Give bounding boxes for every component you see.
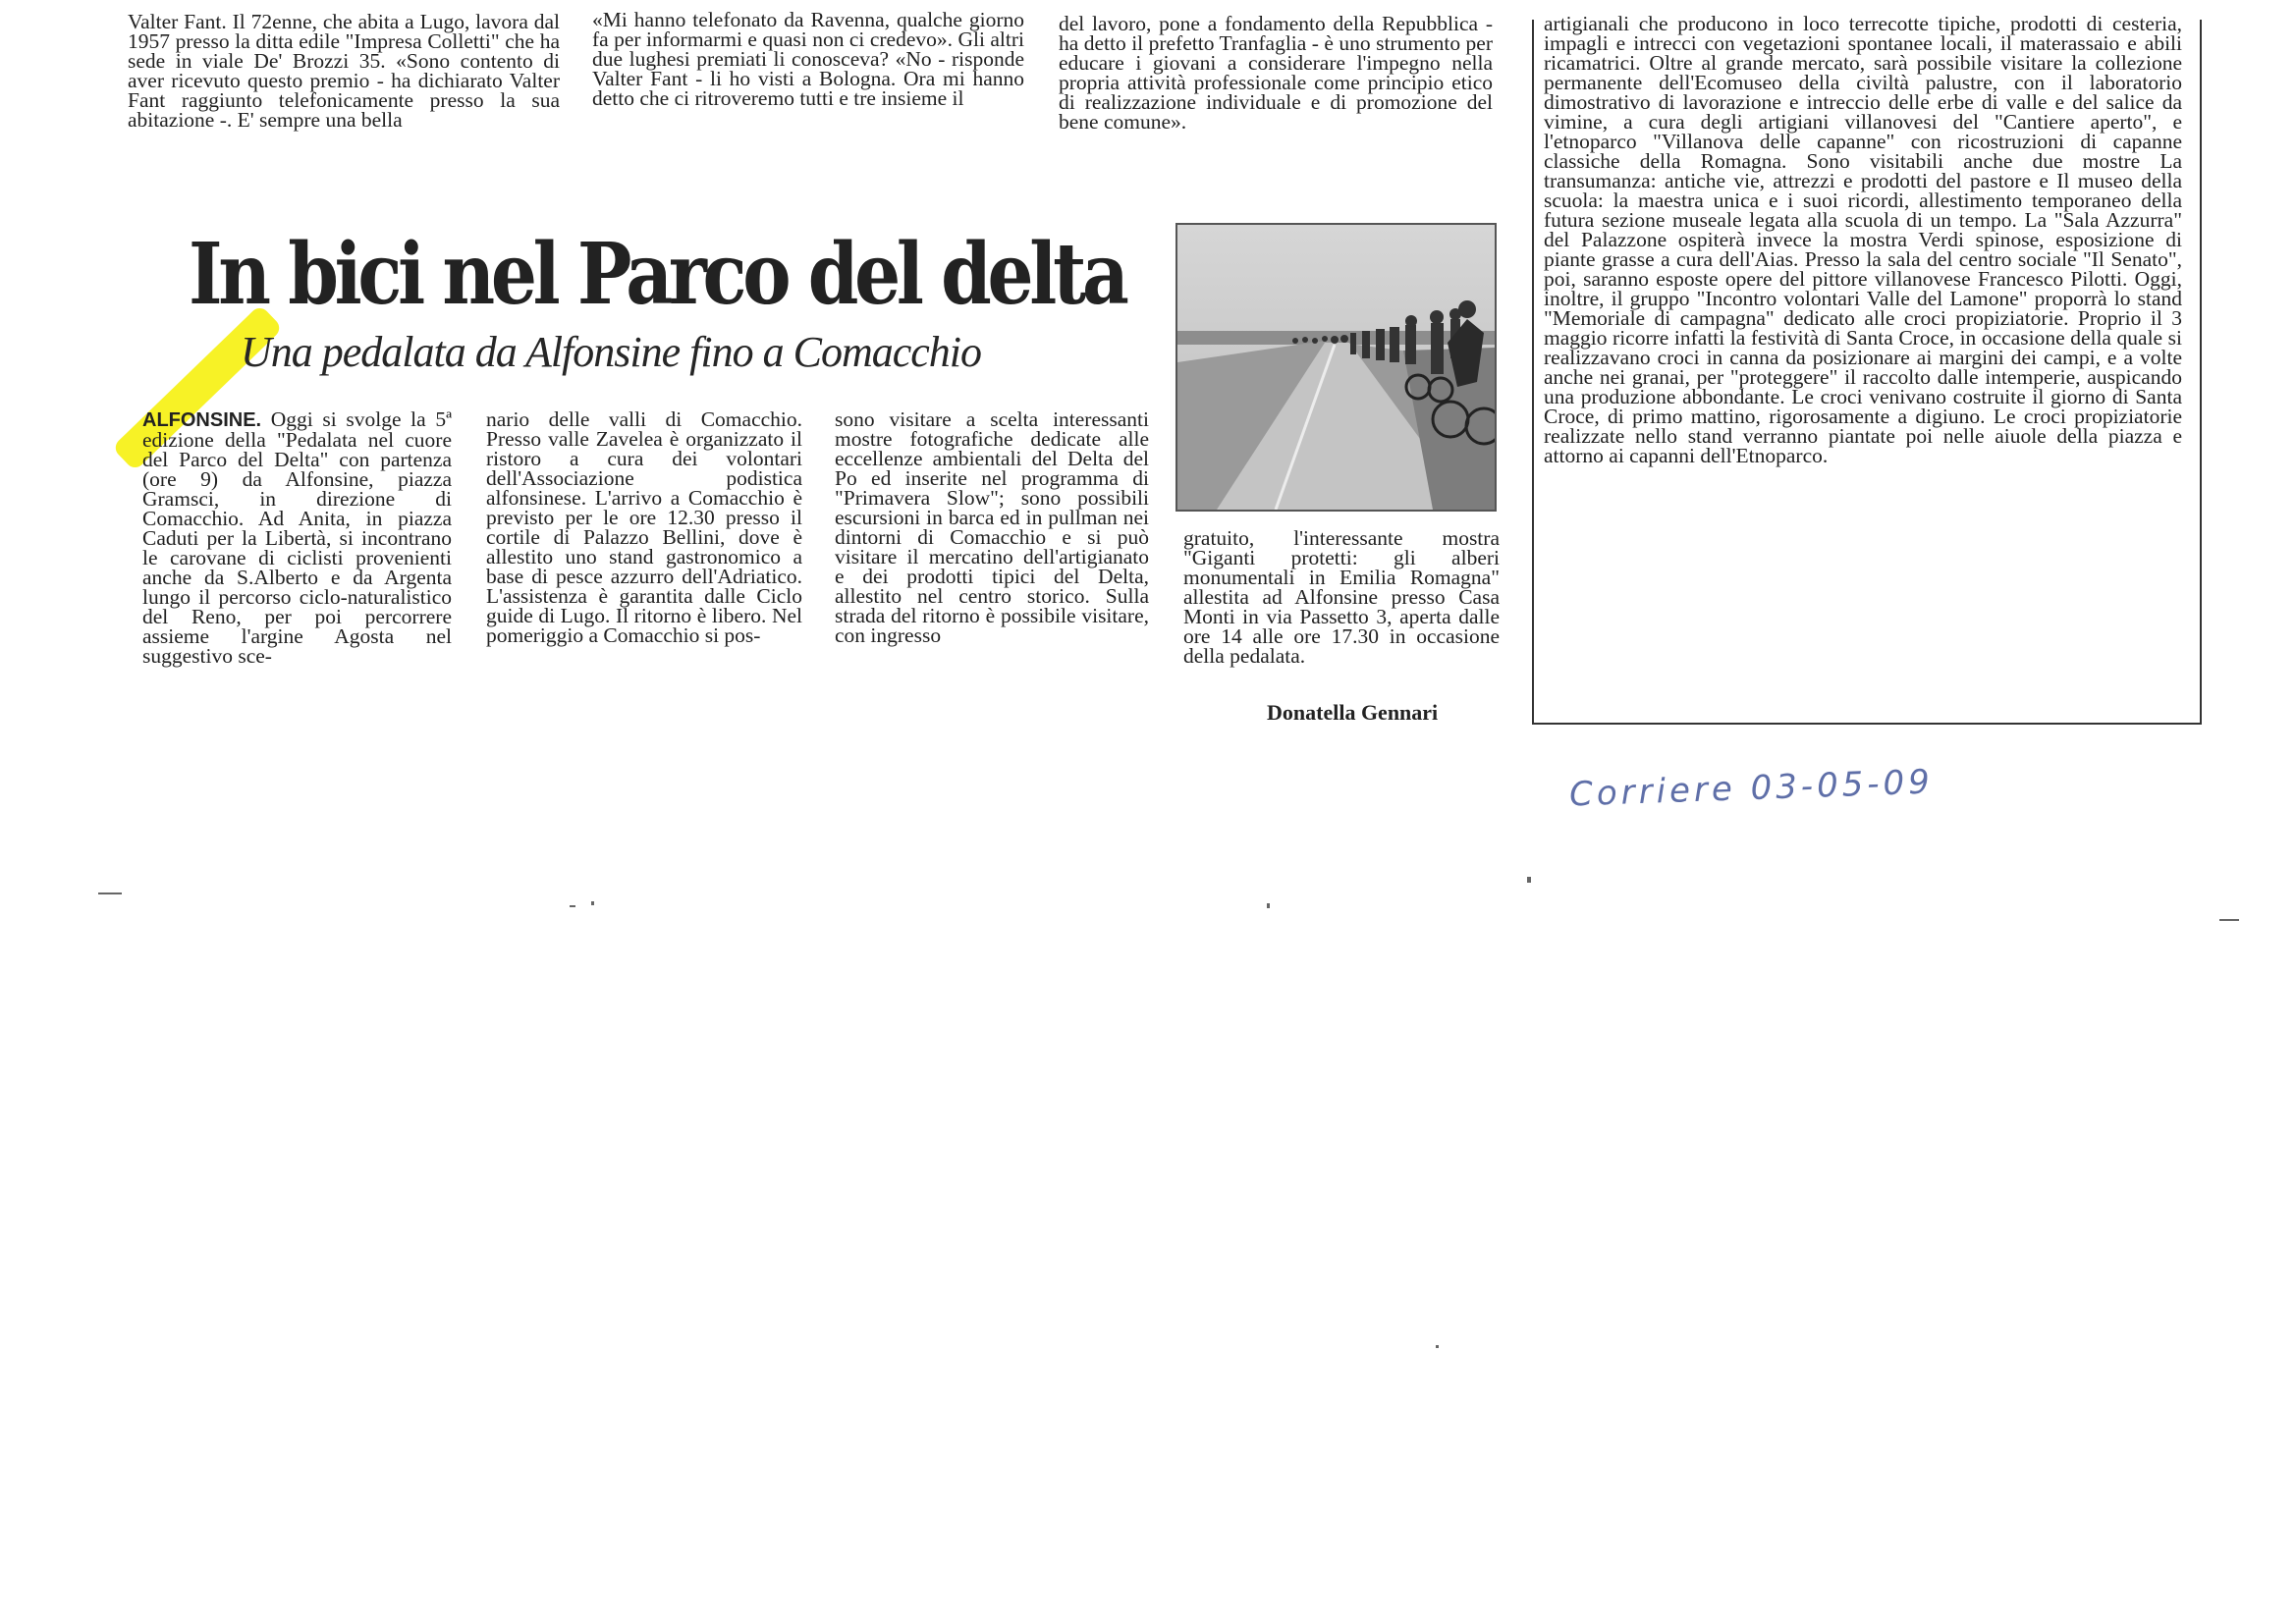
sidebar-text: artigianali che producono in loco terrecotte tipiche, prodotti di cesteria, impagli e intrecci con vegetazioni spontanee locali, il materassaio e abili ricamatrici. Oltre al grande mercato, sarà possibile visitare la collezione permanente dell'Ecomuseo della civiltà palustre, con il laboratorio dimostrativo di lavorazione e intreccio delle erbe di valle e del salice da vimine, a cura degli artigiani villanovesi del "Cantiere aperto", e l'etnoparco "Villanova delle capanne" con ricostruzioni di capanne classiche della Romagna. Sono visitabili anche due mostre La transumanza: antiche vie, attrezzi e prodotti del pastore e Il museo della scuola: la maestra unica e i suoi ricordi, allestimento temporaneo della futura sezione museale legata alla scuola di un tempo. La "Sala Azzurra" del Palazzone ospiterà invece la mostra Verdi spinose, esposizione di piante grasse a cura dell'Aias. Presso la sala del centro sociale "Il Senato", poi, saranno esposte opere del pittore villanovese Francesco Pilotti. Oggi, inoltre, il gruppo "Incontro volontari Valle del Lamone" proporrà lo stand "Memoriale di campagna" dedicato alle croci propiziatorie. Proprio il 3 maggio ricorre infatti la festività di Santa Croce, in occasione della quale si realizzavano croci in canna da posizionare ai margini dei campi, e a volte anche nei granai, per "proteggere" il raccolto dalle intemperie, auspicando una produzione abbondante. Le croci venivano costruite il giorno di Santa Croce, di primo mattino, rigorosamente a digiuno. Le croci propiziatorie realizzate nello stand verranno piantate poi nelle aiuole della piazza e attorno ai capanni dell'Etnoparco. [1544,14,2182,467]
article-column-3: sono visitare a scelta interessanti mostre fotografiche dedicate alle eccellenze ambientali del Delta del Po ed inserite nel programma di "Primavera Slow"; sono possibili escursioni in barca ed in pullman nei dintorni di Comacchio e si può visitare il mercatino dell'artigianato e dei prodotti tipici del Delta, allestito nel centro storico. Sulla strada del ritorno è possibile visitare, con ingresso [835,407,1149,647]
top-column-2-text: «Mi hanno telefonato da Ravenna, qualche giorno fa per informarmi e quasi non ci credevo». Gli altri due lughesi premiati li conosceva? «No - risponde Valter Fant - li ho visti a Bologna. Ora mi hanno detto che ci ritroveremo tutti e tre insieme il [592,10,1024,110]
scan-speck [98,893,122,894]
top-column-2 [592,10,1024,196]
sidebar-bottom-rule [1532,723,2202,725]
top-column-1 [128,12,560,196]
top-column-1-text: Valter Fant. Il 72enne, che abita a Lugo, lavora dal 1957 presso la ditta edile "Impresa Colletti" che ha sede in viale De' Brozzi 35. «Sono contento di aver ricevuto questo premio - ha dichiarato Valter Fant raggiunto telefonicamente presso la sua abitazione -. E' sempre una bella [128,12,560,132]
headline: In bici nel Parco del delta [189,225,1125,324]
scan-speck [591,901,594,905]
scan-speck [1436,1345,1439,1348]
article-column-1-text: Oggi si svolge la 5ª edizione della "Pedalata nel cuore del Parco del Delta" con partenza (ore 9) da Alfonsine, piazza Gramsci, in direzione di Comacchio. Ad Anita, in piazza Caduti per la Libertà, si incontrano le carovane di ciclisti provenienti anche da S.Alberto e da Argenta lungo il percorso ciclo-naturalistico del Reno, per poi percorrere assieme l'argine Agosta nel suggestivo sce- [142,407,452,668]
article-column-2: nario delle valli di Comacchio. Presso valle Zavelea è organizzato il ristoro a cura dei volontari dell'Associazione podistica alfonsinese. L'arrivo a Comacchio è previsto per le ore 12.30 presso il cortile di Palazzo Bellini, dove è allestito uno stand gastronomico a base di pesce azzurro dell'Adriatico. L'assistenza è garantita dalle Ciclo guide di Lugo. Il ritorno è libero. Nel pomeriggio a Comacchio si pos- [486,407,802,647]
article-column-1 [142,409,452,666]
author-byline: Donatella Gennari [1267,700,1439,725]
scan-speck [1527,877,1531,883]
cyclists-photo [1175,223,1497,512]
sidebar-right-rule [2200,20,2202,725]
dateline: ALFONSINE. [142,409,262,431]
cyclists-photo-image [1177,225,1495,510]
scan-speck [570,905,575,907]
scan-speck [2219,919,2239,921]
top-column-3 [1059,14,1493,181]
subheadline: Una pedalata da Alfonsine fino a Comacchio [241,328,982,376]
handwritten-date-note: Corriere 03-05-09 [1568,762,1935,815]
article-column-4: gratuito, l'interessante mostra "Giganti protetti: gli alberi monumentali in Emilia Romagna" allestita ad Alfonsine presso Casa Monti in via Passetto 3, aperta dalle ore 14 alle ore 17.30 in occasione della pedalata. [1183,526,1500,668]
sidebar-left-rule [1532,20,1534,725]
top-column-3-text: del lavoro, pone a fondamento della Repubblica - ha detto il prefetto Tranfaglia - è uno strumento per educare i giovani a considerare l'impegno nella propria attività professionale come principio etico di realizzazione individuale e di promozione del bene comune». [1059,14,1493,134]
scan-speck [1267,903,1270,908]
